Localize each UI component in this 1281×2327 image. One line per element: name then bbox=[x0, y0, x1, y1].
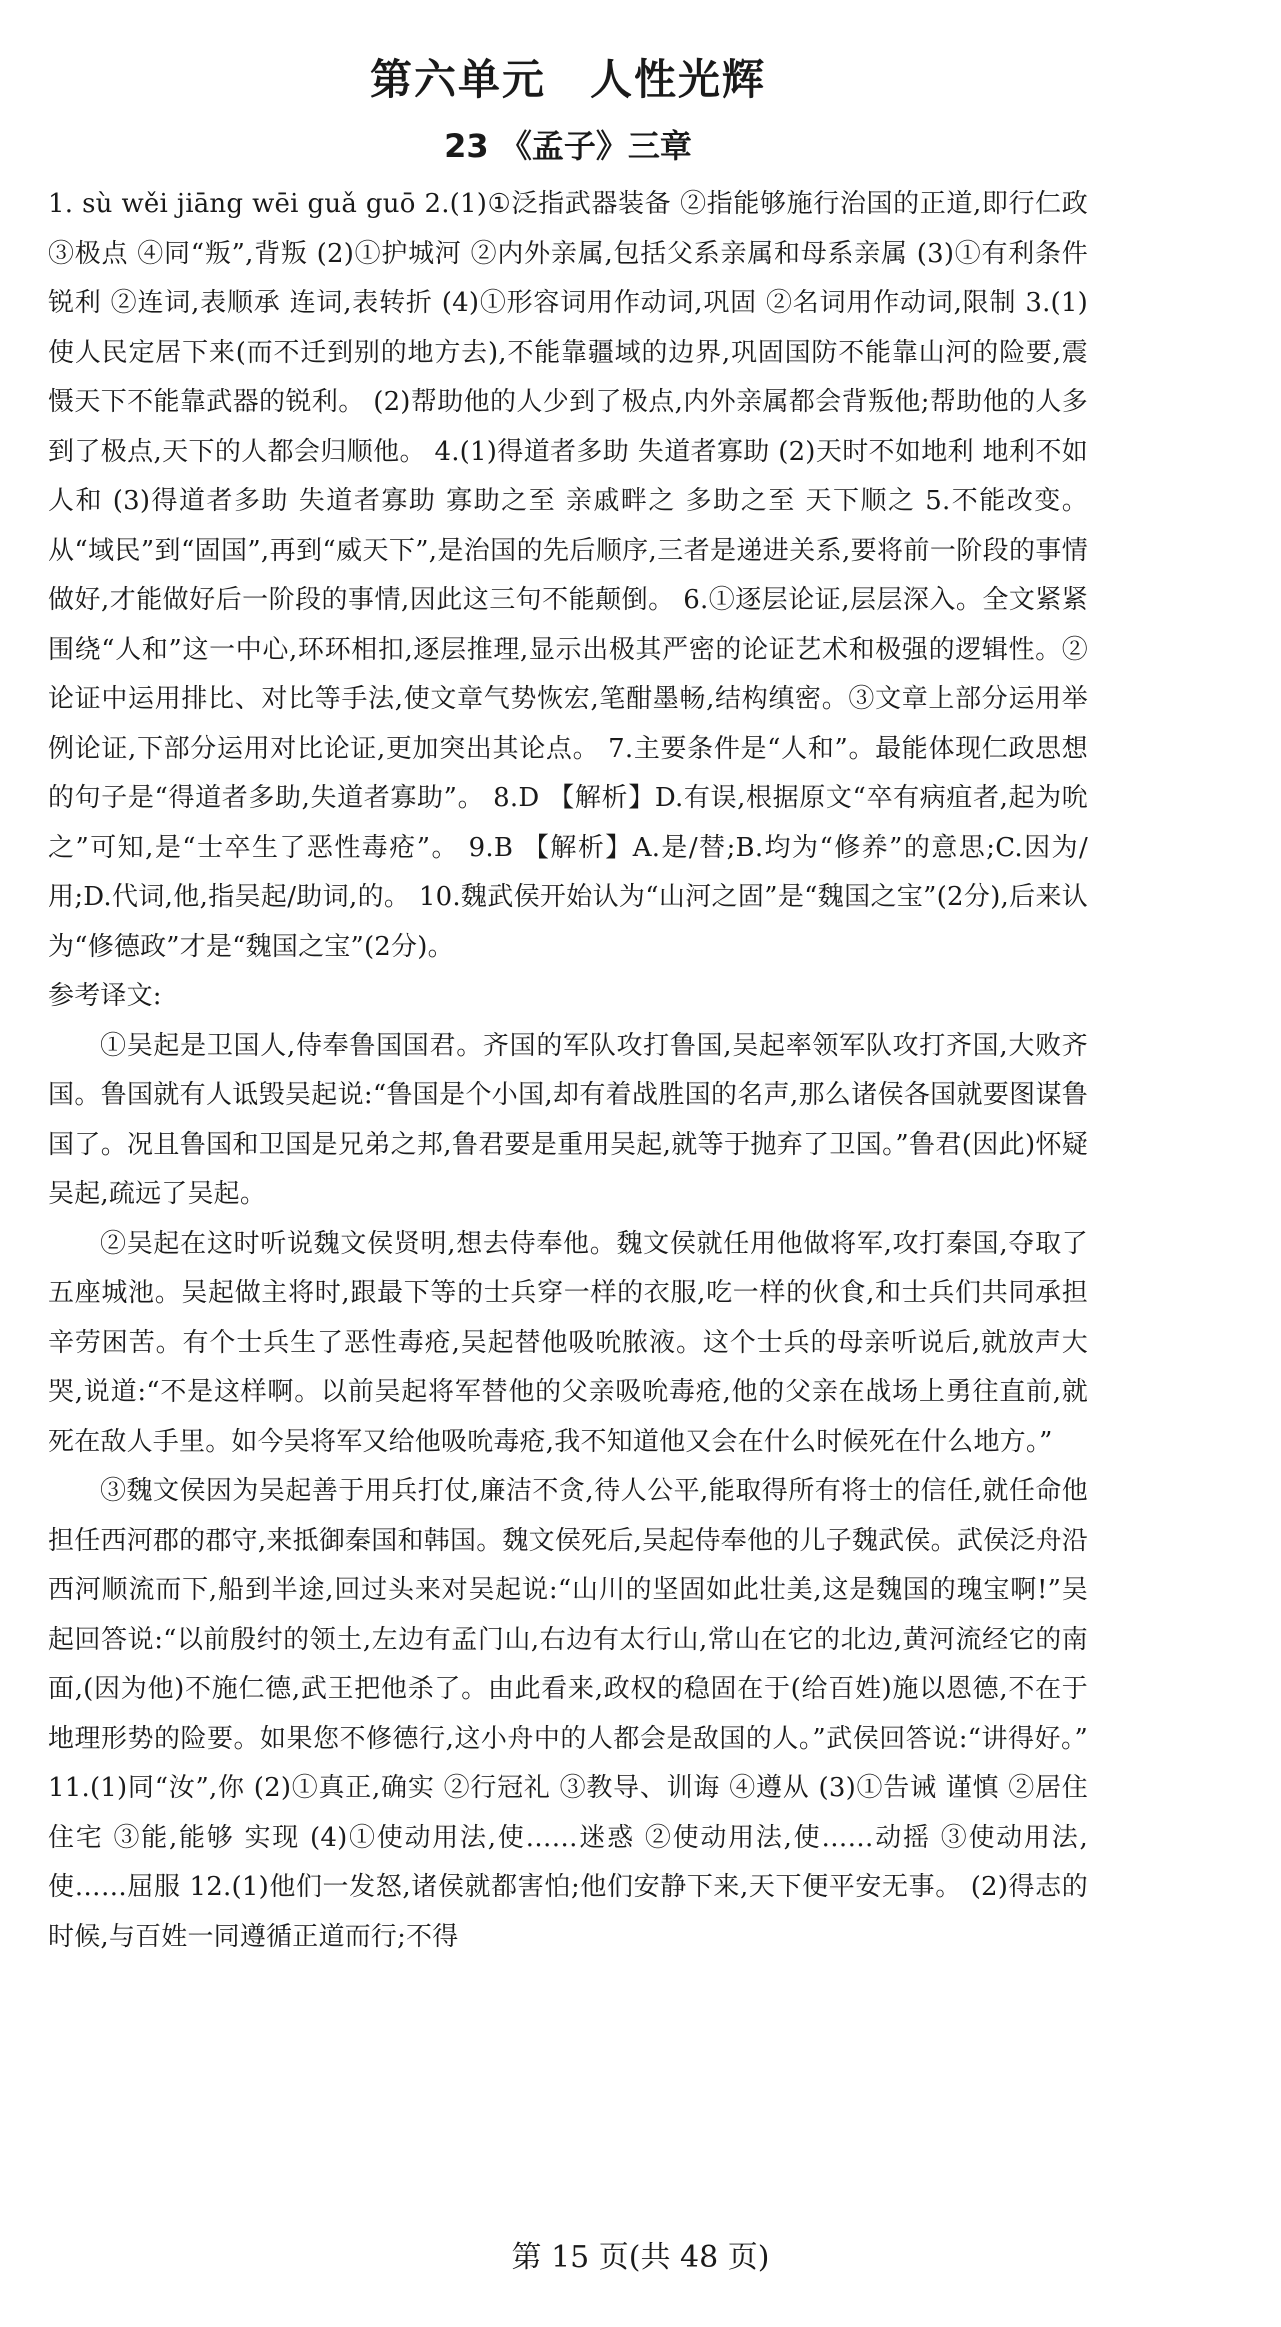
answers-paragraph: 1. sù wěi jiāng wēi guǎ guō 2.(1)①泛指武器装备 ②指能够施行治国的正道,即行仁政 ③极点 ④同“叛”,背叛 (2)①护城河 ②内外亲属,包括父系亲属和母系亲属 (3)①有利条件 锐利 ②连词,表顺承 连词,表转折 (4)①形容词用作动词,巩固 ②名词用作动词,限制 3.(1)使人民定居下来(而不迁到别的地方去),不能靠疆域的边界,巩固国防不能靠山河的险要,震慑天下不能靠武器的锐利。 (2)帮助他的人少到了极点,内外亲属都会背叛他;帮助他的人多到了极点,天下的人都会归顺他。 4.(1)得道者多助 失道者寡助 (2)天时不如地利 地利不如人和 (3)得道者多助 失道者寡助 寡助之至 亲戚畔之 多助之至 天下顺之 5.不能改变。从“域民”到“固国”,再到“威天下”,是治国的先后顺序,三者是递进关系,要将前一阶段的事情做好,才能做好后一阶段的事情,因此这三句不能颠倒。 6.①逐层论证,层层深入。全文紧紧围绕“人和”这一中心,环环相扣,逐层推理,显示出极其严密的论证艺术和极强的逻辑性。②论证中运用排比、对比等手法,使文章气势恢宏,笔酣墨畅,结构缜密。③文章上部分运用举例论证,下部分运用对比论证,更加突出其论点。 7.主要条件是“人和”。最能体现仁政思想的句子是“得道者多助,失道者寡助”。 8.D 【解析】D.有误,根据原文“卒有病疽者,起为吮之”可知,是“士卒生了恶性毒疮”。 9.B 【解析】A.是/替;B.均为“修养”的意思;C.因为/用;D.代词,他,指吴起/助词,的。 10.魏武侯开始认为“山河之固”是“魏国之宝”(2分),后来认为“修德政”才是“魏国之宝”(2分)。 bbox=[48, 189, 1088, 962]
lesson-title: 23 《孟子》三章 bbox=[444, 127, 692, 165]
translation-paragraph-3: ③魏文侯因为吴起善于用兵打仗,廉洁不贪,待人公平,能取得所有将士的信任,就任命他担任西河郡的郡守,来抵御秦国和韩国。魏文侯死后,吴起侍奉他的儿子魏武侯。武侯泛舟沿西河顺流而下,船到半途,回过头来对吴起说:“山川的坚固如此壮美,这是魏国的瑰宝啊!”吴起回答说:“以前殷纣的领土,左边有孟门山,右边有太行山,常山在它的北边,黄河流经它的南面,(因为他)不施仁德,武王把他杀了。由此看来,政权的稳固在于(给百姓)施以恩德,不在于地理形势的险要。如果您不修德行,这小舟中的人都会是敌国的人。”武侯回答说:“讲得好。” 11.(1)同“汝”,你 (2)①真正,确实 ②行冠礼 ③教导、训诲 ④遵从 (3)①告诫 谨慎 ②居住 住宅 ③能,能够 实现 (4)①使动用法,使……迷惑 ②使动用法,使……动摇 ③使动用法,使……屈服 12.(1)他们一发怒,诸侯就都害怕;他们安静下来,天下便平安无事。 (2)得志的时候,与百姓一同遵循正道而行;不得 bbox=[48, 1476, 1088, 1952]
page-number: 第 15 页(共 48 页) bbox=[511, 2240, 770, 2275]
translation-paragraph-2: ②吴起在这时听说魏文侯贤明,想去侍奉他。魏文侯就任用他做将军,攻打秦国,夺取了五座城池。吴起做主将时,跟最下等的士兵穿一样的衣服,吃一样的伙食,和士兵们共同承担辛劳困苦。有个士兵生了恶性毒疮,吴起替他吸吮脓液。这个士兵的母亲听说后,就放声大哭,说道:“不是这样啊。以前吴起将军替他的父亲吸吮毒疮,他的父亲在战场上勇往直前,就死在敌人手里。如今吴将军又给他吸吮毒疮,我不知道他又会在什么时候死在什么地方。” bbox=[48, 1228, 1088, 1457]
answer-page bbox=[48, 52, 1088, 1962]
translation-heading: 参考译文: bbox=[48, 981, 162, 1011]
translation-paragraph-1: ①吴起是卫国人,侍奉鲁国国君。齐国的军队攻打鲁国,吴起率领军队攻打齐国,大败齐国。鲁国就有人诋毁吴起说:“鲁国是个小国,却有着战胜国的名声,那么诸侯各国就要图谋鲁国了。况且鲁国和卫国是兄弟之邦,鲁君要是重用吴起,就等于抛弃了卫国。”鲁君(因此)怀疑吴起,疏远了吴起。 bbox=[48, 1030, 1088, 1209]
unit-title: 第六单元 人性光辉 bbox=[369, 55, 766, 104]
